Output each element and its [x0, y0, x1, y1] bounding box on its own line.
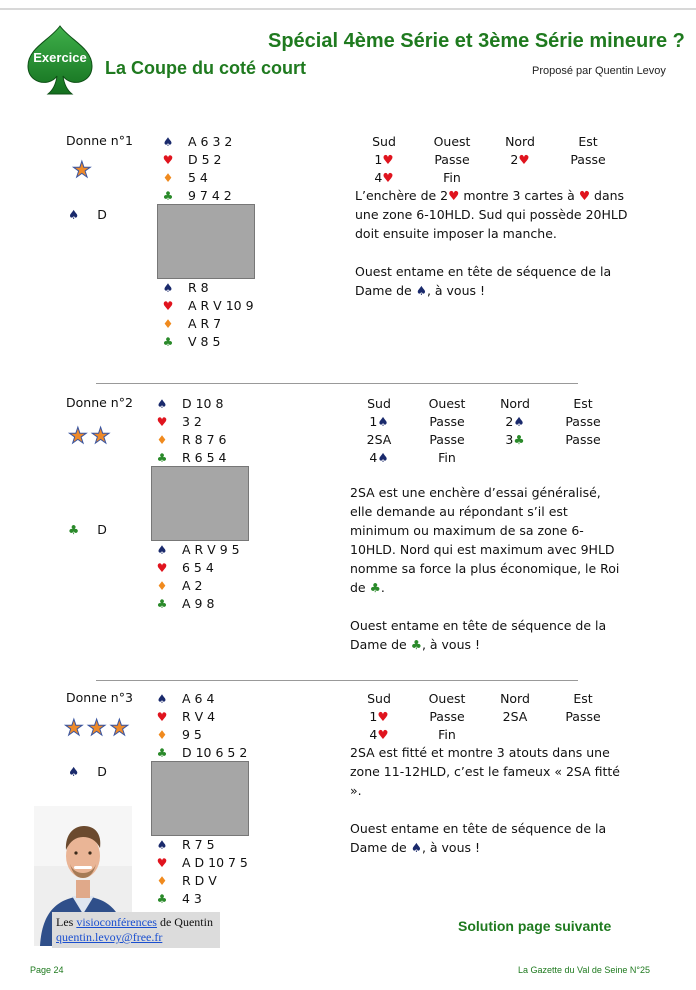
deal-2-table-diagram — [151, 466, 249, 541]
club-icon: ♣ — [68, 522, 80, 537]
heart-icon: ♥ — [578, 188, 591, 203]
diamond-icon: ♦ — [162, 171, 174, 185]
deal-1-label: Donne n°1 — [66, 133, 133, 148]
club-icon: ♣ — [156, 746, 168, 760]
deal-1-explanation: L’enchère de 2♥ montre 3 cartes à ♥ dans une zone 6-10HLD. Sud qui possède 20HLD doit ensuite imposer la manche. Ouest entame en tête de séquence de la Dame de ♠, à vous ! — [355, 188, 628, 298]
deal-2-explanation: 2SA est une enchère d’essai généralisé, elle demande au répondant s’il est minimum ou maximum de sa zone 6-10HLD. Nord qui est maximum avec 9HLD nomme sa force la plus économique, le Roi de ♣. Ouest entame en tête de séquence de la Dame de ♣, à vous ! — [350, 485, 620, 652]
deal-2-bidding-table: Sud Ouest Nord Est 1♠ Passe 2♠ Passe 2SA Passe 3♣ Passe 4♠ Fin — [366, 396, 601, 465]
hand-row-spades: ♠ R 8 — [162, 280, 209, 295]
spade-icon: ♠ — [162, 135, 174, 149]
hand-row-diamonds: ♦ A R 7 — [162, 316, 222, 331]
deal-1-south-hand — [162, 279, 254, 351]
spade-icon: ♠ — [377, 414, 389, 429]
heart-icon: ♥ — [156, 415, 168, 429]
page-title: Spécial 4ème Série et 3ème Série mineure ? — [268, 30, 685, 52]
spade-icon: ♠ — [156, 543, 168, 557]
email-link[interactable]: quentin.levoy@free.fr — [56, 930, 163, 944]
hand-row-diamonds: ♦ 5 4 — [162, 170, 208, 185]
heart-icon: ♥ — [382, 170, 394, 185]
deal-1-north-hand — [162, 133, 232, 205]
spade-icon: ♠ — [68, 207, 80, 222]
deal-2-difficulty-stars: ★★ — [68, 424, 114, 449]
spade-icon: ♠ — [156, 692, 168, 706]
spade-icon: ♠ — [513, 414, 525, 429]
hand-row-hearts: ♥ D 5 2 — [162, 152, 222, 167]
heart-icon: ♥ — [162, 153, 174, 167]
deal-3-south-hand: ♠ R 7 5 ♥ A D 10 7 5 ♦ R D V ♣ 4 3 — [156, 837, 248, 906]
deal-3-lead: ♠ D — [68, 764, 107, 779]
heart-icon: ♥ — [382, 152, 394, 167]
deal-3-difficulty-stars: ★★★ — [64, 716, 133, 741]
deal-2-south-hand: ♠ A R V 9 5 ♥ 6 5 4 ♦ A 2 ♣ A 9 8 — [156, 542, 240, 611]
heart-icon: ♥ — [377, 709, 389, 724]
photo-caption: Les visioconférences de Quentin quentin.levoy@free.fr — [52, 912, 220, 948]
heart-icon: ♥ — [162, 299, 174, 313]
club-icon: ♣ — [156, 892, 168, 906]
heart-icon: ♥ — [448, 188, 460, 203]
top-rule — [0, 8, 696, 10]
visioconferences-link[interactable]: visioconférences — [76, 915, 157, 929]
deal-1-table-diagram — [157, 204, 255, 279]
diamond-icon: ♦ — [156, 874, 168, 888]
section-divider — [96, 383, 578, 384]
club-icon: ♣ — [162, 189, 174, 203]
deal-2-north-hand: ♠ D 10 8 ♥ 3 2 ♦ R 8 7 6 ♣ R 6 5 4 — [156, 396, 227, 465]
deal-2-label: Donne n°2 — [66, 395, 133, 410]
heart-icon: ♥ — [156, 710, 168, 724]
diamond-icon: ♦ — [156, 579, 168, 593]
heart-icon: ♥ — [377, 727, 389, 742]
author-credit: Proposé par Quentin Levoy — [532, 65, 666, 77]
deal-1-lead: ♠ D — [68, 207, 107, 222]
spade-icon: ♠ — [162, 281, 174, 295]
spade-icon: ♠ — [156, 838, 168, 852]
diamond-icon: ♦ — [162, 317, 174, 331]
deal-3-bidding-table: Sud Ouest Nord Est 1♥ Passe 2SA Passe 4♥ Fin — [367, 691, 601, 742]
diamond-icon: ♦ — [156, 433, 168, 447]
solution-notice: Solution page suivante — [458, 918, 612, 934]
deal-3-north-hand: ♠ A 6 4 ♥ R V 4 ♦ 9 5 ♣ D 10 6 5 2 — [156, 691, 248, 760]
hand-row-spades: ♠ A 6 3 2 — [162, 134, 233, 149]
page-subtitle: La Coupe du coté court — [105, 58, 307, 78]
heart-icon: ♥ — [518, 152, 530, 167]
spade-icon: ♠ — [410, 840, 422, 855]
club-icon: ♣ — [156, 597, 168, 611]
club-icon: ♣ — [369, 580, 381, 595]
club-icon: ♣ — [410, 637, 422, 652]
deal-1-difficulty-stars: ★ — [72, 158, 95, 183]
hand-row-hearts: ♥ A R V 10 9 — [162, 298, 254, 313]
diamond-icon: ♦ — [156, 728, 168, 742]
heart-icon: ♥ — [156, 856, 168, 870]
club-icon: ♣ — [513, 432, 525, 447]
spade-icon: ♠ — [377, 450, 389, 465]
heart-icon: ♥ — [156, 561, 168, 575]
page-number: Page 24 — [30, 965, 64, 975]
publication-name: La Gazette du Val de Seine N°25 — [518, 965, 651, 975]
exercice-badge-label: Exercice — [33, 50, 87, 65]
deal-1-bidding-table: Sud Ouest Nord Est 1♥ Passe 2♥ Passe 4♥ Fin — [372, 134, 606, 185]
deal-3-table-diagram — [151, 761, 249, 836]
hand-row-clubs: ♣ 9 7 4 2 — [162, 188, 232, 203]
club-icon: ♣ — [162, 335, 174, 349]
spade-icon: ♠ — [415, 283, 427, 298]
deal-3-label: Donne n°3 — [66, 690, 133, 705]
hand-row-clubs: ♣ V 8 5 — [162, 334, 221, 349]
deal-3-explanation: 2SA est fitté et montre 3 atouts dans une zone 11-12HLD, c’est le fameux « 2SA fitté ». Ouest entame en tête de séquence de la Dame de ♠, à vous ! — [350, 745, 620, 855]
spade-icon: ♠ — [156, 397, 168, 411]
club-icon: ♣ — [156, 451, 168, 465]
spade-icon: ♠ — [68, 764, 80, 779]
deal-2-lead: ♣ D — [68, 522, 107, 537]
section-divider — [96, 680, 578, 681]
